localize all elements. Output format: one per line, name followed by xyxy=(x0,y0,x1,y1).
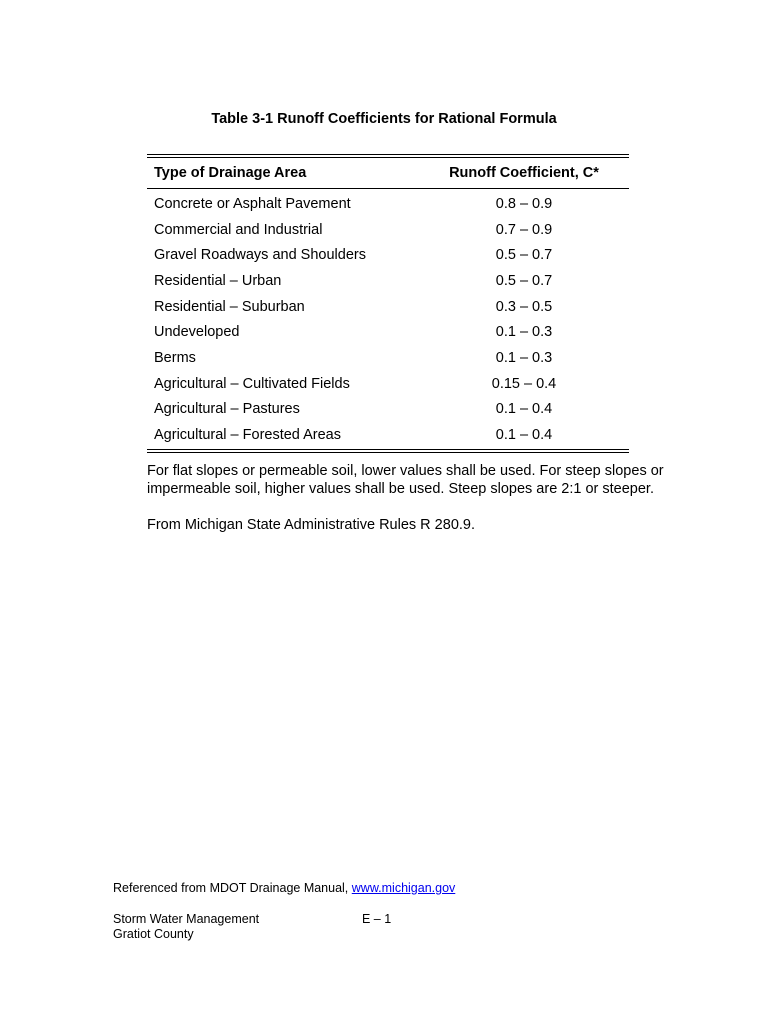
footer-county: Gratiot County xyxy=(113,927,194,941)
michigan-gov-link[interactable]: www.michigan.gov xyxy=(351,881,456,895)
drainage-area-cell: Agricultural – Forested Areas xyxy=(154,427,341,444)
table-row xyxy=(147,242,629,268)
runoff-coefficient-table xyxy=(147,154,629,453)
table-row xyxy=(147,397,629,423)
table-row xyxy=(147,345,629,371)
table-row xyxy=(147,294,629,320)
table-header-row xyxy=(147,158,629,188)
coefficient-cell: 0.3 – 0.5 xyxy=(495,298,553,315)
coefficient-cell: 0.5 – 0.7 xyxy=(495,247,553,264)
table-row xyxy=(147,319,629,345)
slope-note: For flat slopes or permeable soil, lower values shall be used. For steep slopes or impermeable soil, higher values shall be used. Steep slopes are 2:1 or steeper. xyxy=(147,463,664,497)
table-notes xyxy=(147,462,677,534)
coefficient-cell: 0.1 – 0.3 xyxy=(495,324,553,341)
footer-section-title: Storm Water Management xyxy=(113,912,260,926)
source-note: From Michigan State Administrative Rules R 280.9. xyxy=(147,517,475,533)
coefficient-cell: 0.1 – 0.4 xyxy=(495,401,553,418)
drainage-area-cell: Agricultural – Pastures xyxy=(154,401,300,418)
drainage-area-cell: Berms xyxy=(154,349,196,366)
reference-line xyxy=(113,881,455,895)
reference-prefix: Referenced from MDOT Drainage Manual, xyxy=(113,881,352,895)
drainage-area-cell: Undeveloped xyxy=(154,324,240,341)
table-row xyxy=(147,191,629,217)
drainage-area-cell: Residential – Suburban xyxy=(154,298,305,315)
coefficient-cell: 0.5 – 0.7 xyxy=(495,272,553,289)
coefficient-cell: 0.1 – 0.4 xyxy=(495,427,553,444)
drainage-area-cell: Residential – Urban xyxy=(154,272,282,289)
table-bottom-rule xyxy=(147,449,629,453)
coefficient-cell: 0.15 – 0.4 xyxy=(491,375,557,392)
table-row xyxy=(147,217,629,243)
drainage-area-cell: Gravel Roadways and Shoulders xyxy=(154,247,366,264)
page-number: E – 1 xyxy=(362,912,392,926)
footer-info xyxy=(113,912,259,942)
table-body xyxy=(147,189,629,449)
table-title: Table 3-1 Runoff Coefficients for Rational Formula xyxy=(211,111,557,127)
drainage-area-cell: Commercial and Industrial xyxy=(154,221,323,238)
table-row xyxy=(147,422,629,448)
coefficient-cell: 0.7 – 0.9 xyxy=(495,221,553,238)
drainage-area-cell: Agricultural – Cultivated Fields xyxy=(154,375,350,392)
coefficient-cell: 0.8 – 0.9 xyxy=(495,195,553,212)
table-row xyxy=(147,371,629,397)
table-row xyxy=(147,268,629,294)
header-runoff-coefficient: Runoff Coefficient, C* xyxy=(449,165,599,181)
drainage-area-cell: Concrete or Asphalt Pavement xyxy=(154,195,351,212)
header-drainage-area: Type of Drainage Area xyxy=(154,165,307,181)
coefficient-cell: 0.1 – 0.3 xyxy=(495,349,553,366)
